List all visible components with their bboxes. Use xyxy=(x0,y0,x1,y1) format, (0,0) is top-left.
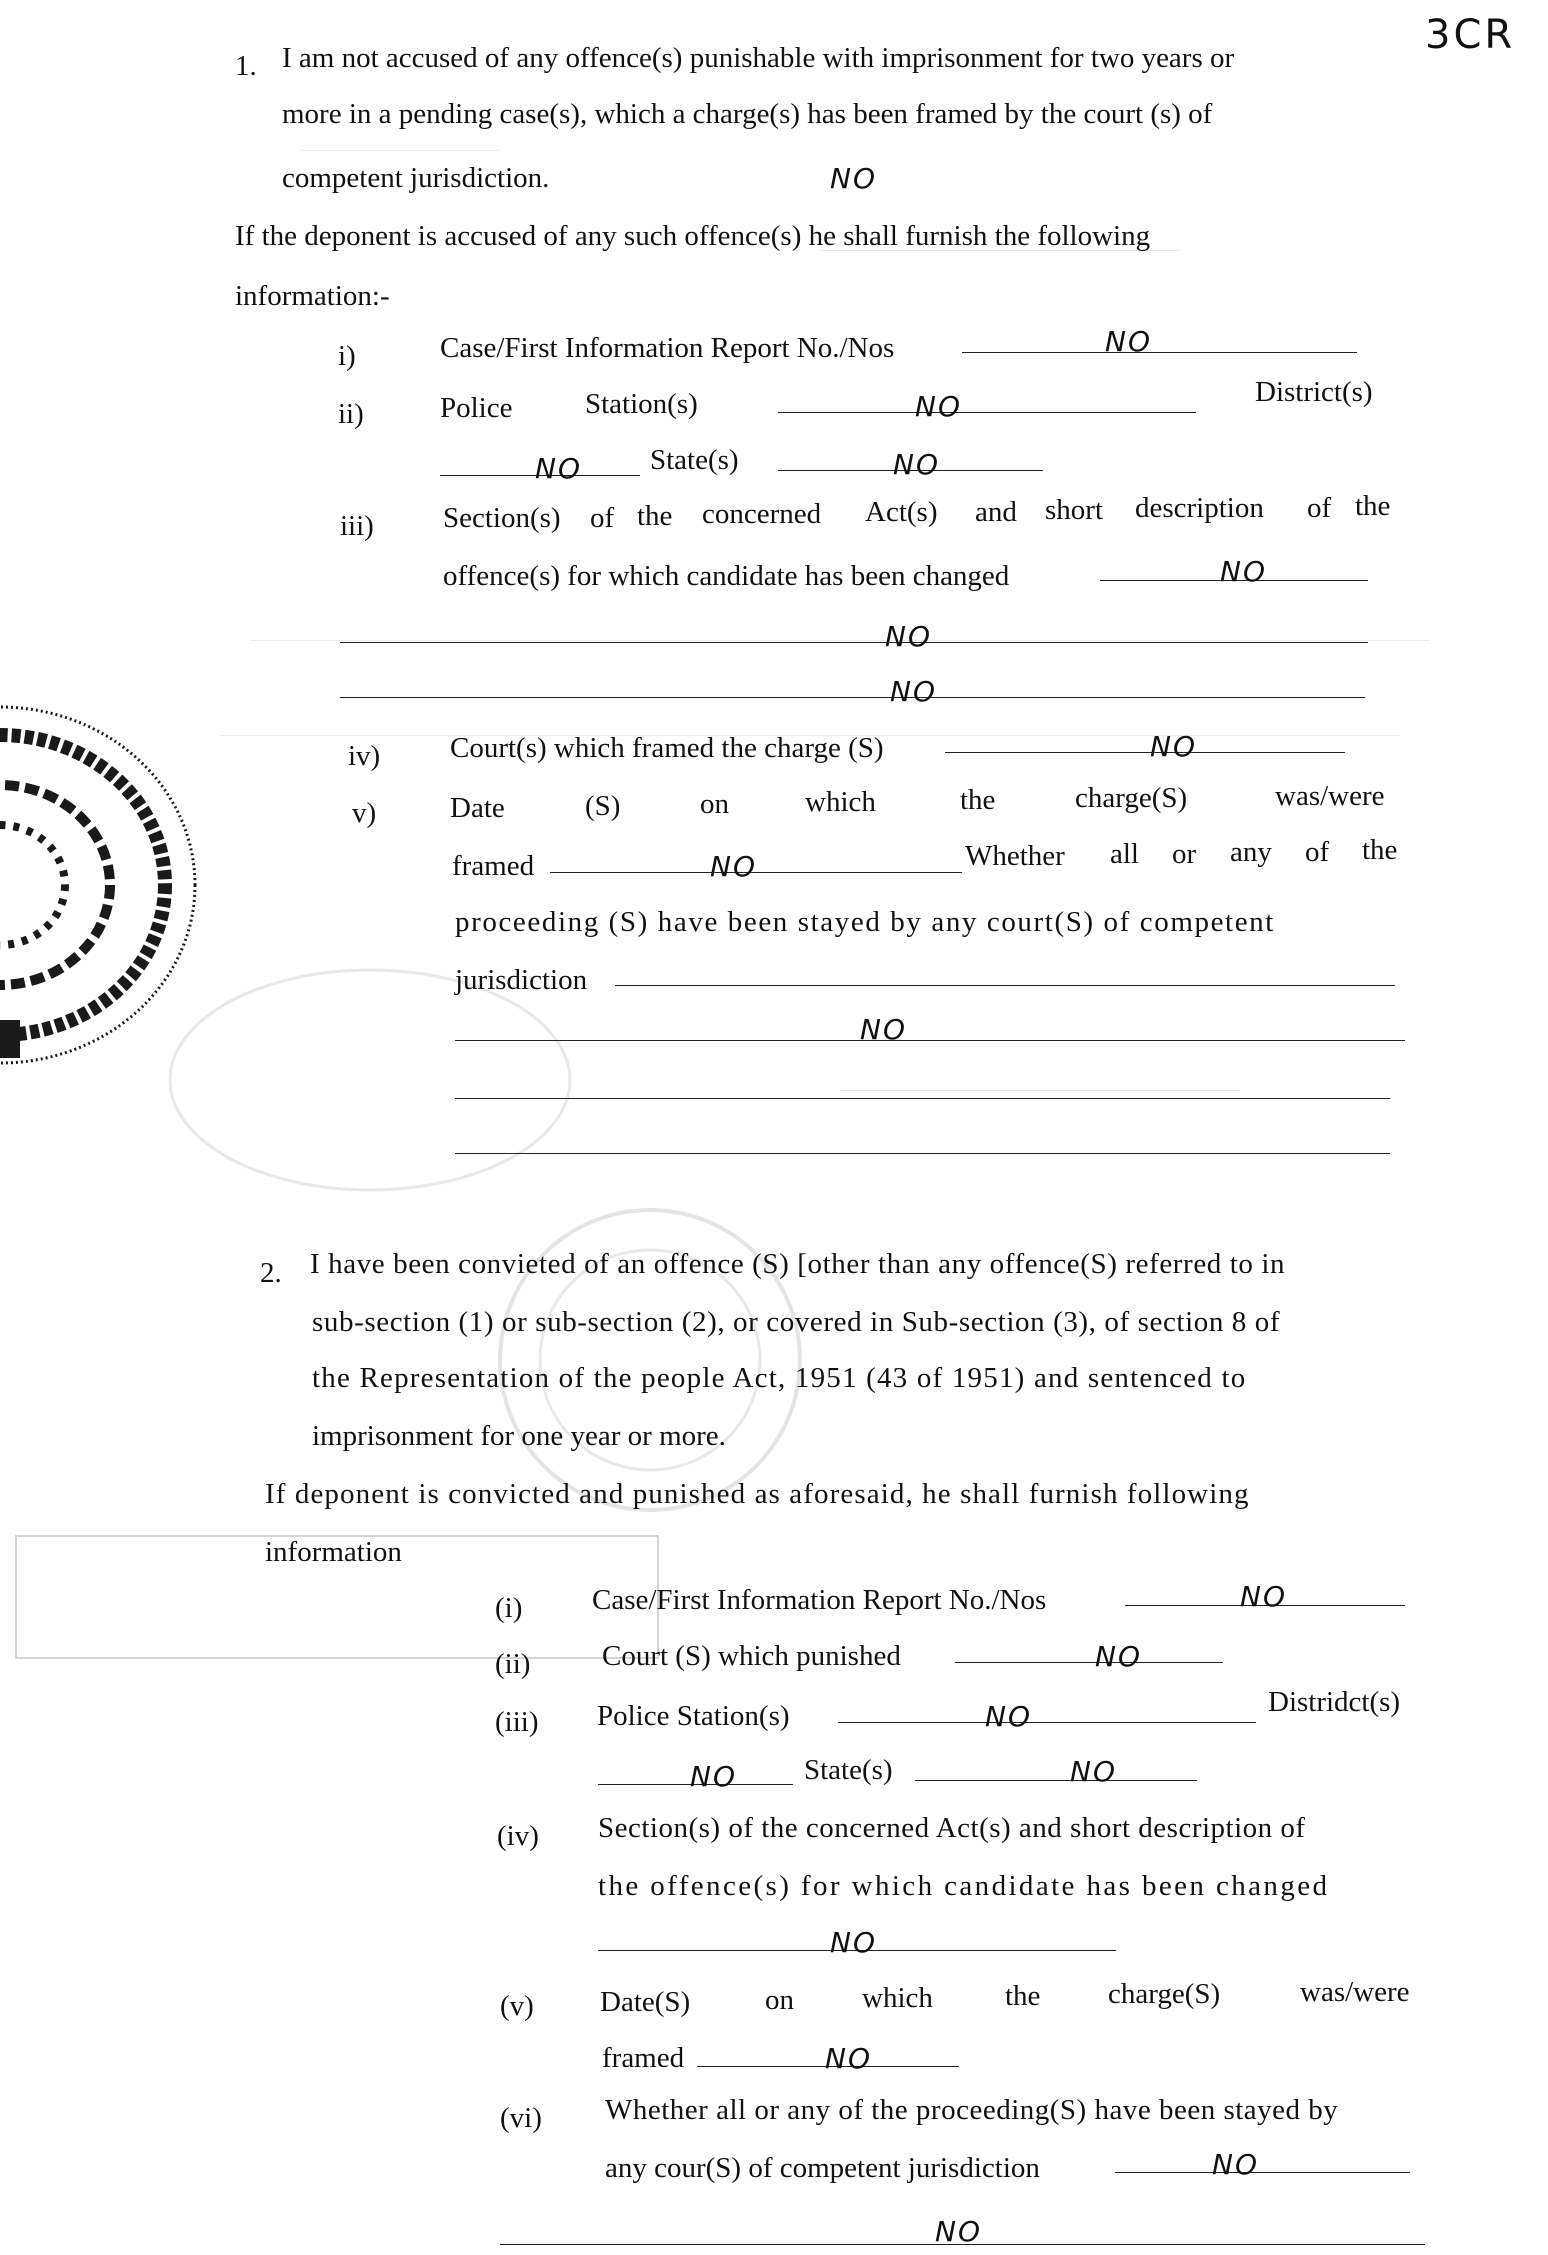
item-2-iii-station-answer: NO xyxy=(985,1700,1032,1733)
section-2-intro-2: information xyxy=(265,1536,402,1568)
item-1-i-label: Case/First Information Report No./Nos xyxy=(440,332,895,364)
item-1-iii-answer-a: NO xyxy=(1220,555,1267,588)
item-1-iv-line xyxy=(945,752,1345,753)
item-1-ii-district: District(s) xyxy=(1255,376,1373,408)
word: (S) xyxy=(585,790,621,822)
item-1-ii-number: ii) xyxy=(338,398,364,430)
item-1-v-framed-answer: NO xyxy=(710,850,757,883)
item-2-i-label: Case/First Information Report No./Nos xyxy=(592,1584,1047,1616)
item-1-iv-label: Court(s) which framed the charge (S) xyxy=(450,732,884,764)
word: the xyxy=(1005,1980,1041,2012)
item-2-i-answer: NO xyxy=(1240,1580,1287,1613)
item-2-v-number: (v) xyxy=(500,1990,534,2022)
item-2-v-framed-answer: NO xyxy=(825,2042,872,2075)
item-2-iii-state-answer: NO xyxy=(1070,1755,1117,1788)
word: description xyxy=(1135,492,1264,524)
item-1-iii-answer-b: NO xyxy=(885,620,932,653)
word: any xyxy=(1230,836,1272,868)
word: the xyxy=(1362,834,1398,866)
item-1-iii-number: iii) xyxy=(340,510,374,542)
item-1-iv-answer: NO xyxy=(1150,730,1197,763)
word: Whether xyxy=(965,840,1065,872)
item-2-vi-line-a xyxy=(1115,2172,1410,2173)
section-2-line-2: sub-section (1) or sub-section (2), or covered in Sub-section (3), of section 8 of xyxy=(312,1306,1281,1338)
section-2-line-1: I have been convieted of an offence (S) [other than any offence(S) referred to in xyxy=(310,1248,1286,1280)
item-2-v-framed: framed xyxy=(602,2042,685,2074)
item-2-i-number: (i) xyxy=(495,1592,523,1624)
item-2-iii-label: Police Station(s) xyxy=(597,1700,790,1732)
item-1-ii-police: Police xyxy=(440,392,513,424)
word: Date xyxy=(450,792,505,824)
item-1-v-line-b xyxy=(455,1040,1405,1041)
section-1-intro-2: information:- xyxy=(235,280,390,312)
word: all xyxy=(1110,838,1139,870)
item-2-iii-district-answer: NO xyxy=(690,1760,737,1793)
item-2-iii-number: (iii) xyxy=(495,1706,539,1738)
word: which xyxy=(805,786,876,818)
item-1-i-answer: NO xyxy=(1105,325,1152,358)
word: the xyxy=(1355,490,1391,522)
word: charge(S) xyxy=(1108,1978,1221,2010)
item-2-vi-line-1: Whether all or any of the proceeding(S) have been stayed by xyxy=(605,2094,1339,2126)
notary-seal xyxy=(0,700,220,1070)
item-2-ii-answer: NO xyxy=(1095,1640,1142,1673)
answer-competent: NO xyxy=(830,162,877,195)
word: concerned xyxy=(702,498,822,530)
item-1-iv-number: iv) xyxy=(348,740,381,772)
section-1-line-2: more in a pending case(s), which a charge(s) has been framed by the court (s) of xyxy=(282,98,1213,130)
item-1-iii-line-c xyxy=(340,697,1365,698)
word: was/were xyxy=(1300,1976,1410,2008)
word: Act(s) xyxy=(865,496,938,528)
section-2-line-4: imprisonment for one year or more. xyxy=(312,1420,726,1452)
item-1-i-number: i) xyxy=(338,340,356,372)
word: the xyxy=(637,500,673,532)
section-1-line-3: competent jurisdiction. xyxy=(282,162,550,194)
item-1-ii-state: State(s) xyxy=(650,444,739,476)
word: and xyxy=(975,496,1017,528)
word: the xyxy=(960,784,996,816)
item-1-ii-district-answer: NO xyxy=(535,452,582,485)
item-1-v-number: v) xyxy=(352,797,377,829)
item-1-i-line xyxy=(962,352,1357,353)
section-1-number: 1. xyxy=(235,50,257,82)
word: was/were xyxy=(1275,780,1385,812)
item-2-iii-district: Distridct(s) xyxy=(1268,1686,1401,1718)
item-1-ii-station-answer: NO xyxy=(915,390,962,423)
word: charge(S) xyxy=(1075,782,1188,814)
word: on xyxy=(765,1984,794,2016)
item-2-ii-number: (ii) xyxy=(495,1648,531,1680)
section-2-number: 2. xyxy=(260,1257,282,1289)
item-1-iii-answer-c: NO xyxy=(890,675,937,708)
item-2-iv-line-1: Section(s) of the concerned Act(s) and short description of xyxy=(598,1812,1306,1844)
item-1-iii-line-2: offence(s) for which candidate has been changed xyxy=(443,560,1010,592)
word: of xyxy=(590,502,615,534)
word: which xyxy=(862,1982,933,2014)
item-1-v-line-a xyxy=(615,985,1395,986)
item-2-vi-line-2: any cour(S) of competent jurisdiction xyxy=(605,2152,1040,2184)
word: or xyxy=(1172,838,1197,870)
item-1-v-line-3: proceeding (S) have been stayed by any court(S) of competent xyxy=(455,906,1275,938)
item-1-v-framed: framed xyxy=(452,850,535,882)
item-1-ii-station: Station(s) xyxy=(585,388,698,420)
word: of xyxy=(1305,836,1330,868)
item-2-iii-state: State(s) xyxy=(804,1754,893,1786)
word: Section(s) xyxy=(443,502,561,534)
item-2-vi-number: (vi) xyxy=(500,2102,542,2134)
item-1-v-line-c xyxy=(455,1098,1390,1099)
item-2-vi-answer-a: NO xyxy=(1212,2148,1259,2181)
item-2-iii-state-line xyxy=(915,1780,1197,1781)
item-1-v-line-4: jurisdiction xyxy=(455,964,588,996)
item-2-ii-label: Court (S) which punished xyxy=(602,1640,901,1672)
item-2-iv-line-2: the offence(s) for which candidate has been changed xyxy=(598,1870,1330,1902)
item-1-v-answer: NO xyxy=(860,1013,907,1046)
item-2-iii-station-line xyxy=(838,1722,1256,1723)
section-1-line-1: I am not accused of any offence(s) punishable with imprisonment for two years or xyxy=(282,42,1235,74)
item-1-iii-line-b xyxy=(340,642,1368,643)
item-1-v-line-d xyxy=(455,1153,1390,1154)
word: short xyxy=(1045,494,1103,526)
item-2-vi-answer-b: NO xyxy=(935,2215,982,2248)
section-2-intro-1: If deponent is convicted and punished as aforesaid, he shall furnish following xyxy=(265,1478,1250,1510)
word: Date(S) xyxy=(600,1986,691,2018)
section-2-line-3: the Representation of the people Act, 1951 (43 of 1951) and sentenced to xyxy=(312,1362,1247,1394)
word: on xyxy=(700,788,729,820)
item-1-ii-state-answer: NO xyxy=(893,448,940,481)
item-2-ii-line xyxy=(955,1662,1223,1663)
item-1-ii-station-line xyxy=(778,412,1196,413)
item-2-iv-answer: NO xyxy=(830,1926,877,1959)
word: of xyxy=(1307,492,1332,524)
corner-note: 3CR xyxy=(1425,12,1516,58)
section-1-intro-1: If the deponent is accused of any such offence(s) he shall furnish the following xyxy=(235,220,1151,252)
item-2-iv-number: (iv) xyxy=(497,1820,539,1852)
